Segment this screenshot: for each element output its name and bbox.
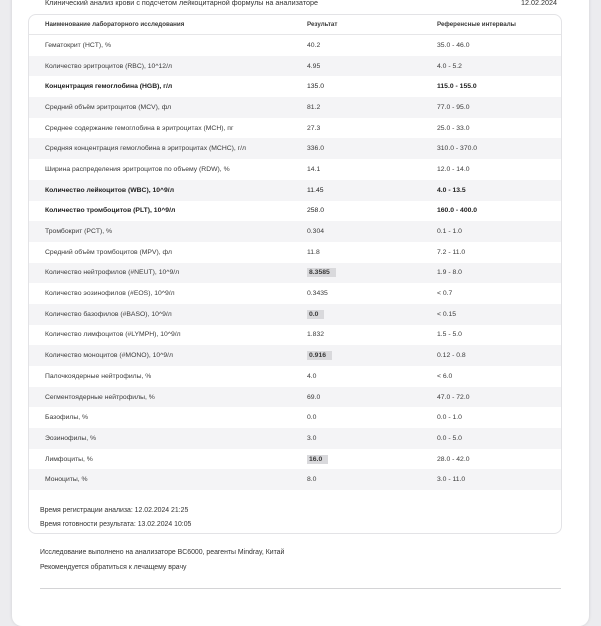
test-result: 40.2 [307, 41, 321, 49]
table-header-row [29, 15, 561, 35]
table-row [29, 56, 561, 77]
test-reference: 77.0 - 95.0 [437, 97, 561, 118]
test-reference: 0.0 - 5.0 [437, 428, 561, 449]
table-row [29, 304, 561, 325]
test-result: 11.8 [307, 248, 320, 256]
table-row [29, 449, 561, 470]
test-result: 11.45 [307, 180, 437, 201]
analyzer-note: Исследование выполнено на анализаторе BC6000, реагенты Mindray, Китай [40, 549, 285, 556]
test-reference: 0.0 - 1.0 [437, 414, 462, 422]
test-result: 0.0 [307, 414, 317, 422]
test-reference: 4.0 - 13.5 [437, 180, 561, 201]
test-result-cell [307, 449, 437, 470]
test-name: Лимфоциты, % [45, 455, 93, 463]
table-row [29, 387, 561, 408]
test-name: Палочкоядерные нейтрофилы, % [45, 372, 152, 380]
registration-time: Время регистрации анализа: 12.02.2024 21:25 [40, 507, 189, 514]
test-reference: 1.9 - 8.0 [437, 263, 561, 284]
highlighted-result: 0.916 [307, 351, 332, 360]
test-reference: 25.0 - 33.0 [437, 124, 470, 132]
test-name: Количество эозинофилов (#EOS), 10^9/л [45, 290, 175, 298]
test-result: 336.0 [307, 138, 437, 159]
test-result: 4.0 [307, 372, 317, 380]
test-result-cell [307, 263, 437, 284]
highlighted-result: 0.0 [307, 310, 324, 319]
test-name: Гематокрит (HCT), % [45, 41, 111, 49]
report-title: Клинический анализ крови с подсчетом лейкоцитарной формулы на анализаторе [45, 0, 318, 7]
test-name: Средняя концентрация гемоглобина в эритроцитах (MCHC), г/л [29, 138, 307, 159]
table-row [29, 76, 561, 97]
ready-time: Время готовности результата: 13.02.2024 10:05 [40, 521, 192, 528]
test-reference: 7.2 - 11.0 [437, 248, 466, 256]
table-row [29, 366, 561, 387]
test-name: Количество базофилов (#BASO), 10^9/л [29, 304, 307, 325]
table-row [29, 159, 561, 180]
table-row [29, 428, 561, 449]
test-result: 258.0 [307, 207, 325, 215]
test-result: 0.3435 [307, 290, 328, 298]
test-reference: 35.0 - 46.0 [437, 41, 470, 49]
table-row [29, 407, 561, 428]
table-row [29, 242, 561, 263]
table-row [29, 118, 561, 139]
test-reference: 47.0 - 72.0 [437, 387, 561, 408]
test-result: 3.0 [307, 428, 437, 449]
test-reference: 310.0 - 370.0 [437, 138, 561, 159]
test-result: 81.2 [307, 97, 437, 118]
report-date: 12.02.2024 [521, 0, 557, 7]
test-name: Моноциты, % [29, 469, 307, 490]
test-reference: 4.0 - 5.2 [437, 56, 561, 77]
test-name: Концентрация гемоглобина (HGB), г/л [45, 83, 173, 91]
test-name: Базофилы, % [45, 414, 89, 422]
highlighted-result: 16.0 [307, 455, 328, 464]
test-result-cell [307, 345, 437, 366]
test-result-cell [307, 304, 437, 325]
table-row [29, 180, 561, 201]
test-name: Средний объём эритроцитов (MCV), фл [29, 97, 307, 118]
table-row [29, 263, 561, 284]
test-name: Количество нейтрофилов (#NEUT), 10^9/л [29, 263, 307, 284]
test-name: Количество эритроцитов (RBC), 10^12/л [29, 56, 307, 77]
test-reference: 28.0 - 42.0 [437, 455, 470, 463]
table-row [29, 97, 561, 118]
table-row [29, 469, 561, 490]
test-reference: 0.12 - 0.8 [437, 345, 561, 366]
test-reference: 1.5 - 5.0 [437, 331, 462, 339]
test-reference: 3.0 - 11.0 [437, 469, 561, 490]
column-header-reference: Референсные интервалы [437, 15, 561, 35]
divider [40, 588, 561, 589]
test-reference: 160.0 - 400.0 [437, 207, 478, 215]
table-row [29, 138, 561, 159]
test-reference: < 6.0 [437, 372, 453, 380]
test-name: Ширина распределения эритроцитов по объему (RDW), % [45, 165, 230, 173]
test-reference: < 0.7 [437, 290, 453, 298]
test-name: Количество моноцитов (#MONO), 10^9/л [29, 345, 307, 366]
test-result: 0.304 [307, 221, 437, 242]
test-reference: 0.1 - 1.0 [437, 221, 561, 242]
test-reference: 115.0 - 155.0 [437, 83, 477, 91]
table-row [29, 345, 561, 366]
doctor-advice: Рекомендуется обратиться к лечащему врачу [40, 564, 187, 571]
test-reference: < 0.15 [437, 304, 561, 325]
test-name: Сегментоядерные нейтрофилы, % [29, 387, 307, 408]
test-result: 4.95 [307, 56, 437, 77]
test-name: Количество лейкоцитов (WBC), 10^9/л [29, 180, 307, 201]
table-row [29, 283, 561, 304]
test-result: 1.832 [307, 331, 325, 339]
test-name: Количество тромбоцитов (PLT), 10^9/л [45, 207, 176, 215]
results-table [29, 15, 561, 490]
results-card [28, 14, 562, 534]
test-name: Количество лимфоцитов (#LYMPH), 10^9/л [45, 331, 181, 339]
column-header-test: Наименование лабораторного исследования [29, 15, 307, 35]
table-row [29, 221, 561, 242]
test-reference: 12.0 - 14.0 [437, 165, 470, 173]
test-name: Средний объём тромбоцитов (MPV), фл [45, 248, 172, 256]
test-result: 69.0 [307, 387, 437, 408]
highlighted-result: 8.3585 [307, 268, 336, 277]
column-header-result: Результат [307, 15, 437, 35]
test-name: Эозинофилы, % [29, 428, 307, 449]
table-row [29, 201, 561, 222]
test-name: Тромбокрит (PCT), % [29, 221, 307, 242]
test-result: 8.0 [307, 469, 437, 490]
test-result: 135.0 [307, 83, 325, 91]
test-result: 14.1 [307, 165, 321, 173]
test-name: Среднее содержание гемоглобина в эритроцитах (MCH), пг [45, 124, 234, 132]
table-row [29, 325, 561, 346]
test-result: 27.3 [307, 124, 321, 132]
table-row [29, 35, 561, 56]
